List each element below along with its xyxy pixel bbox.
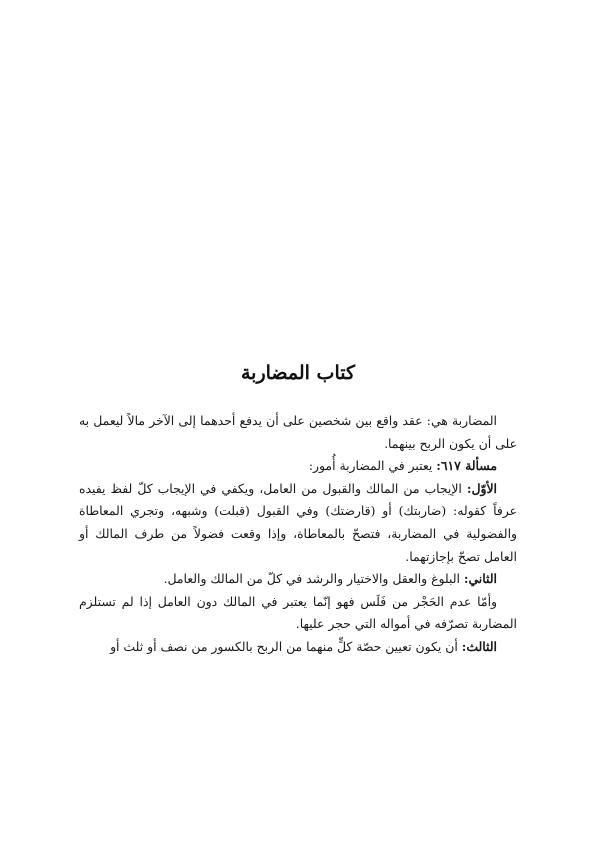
paragraph-second xyxy=(79,568,517,591)
paragraph-issue xyxy=(79,455,517,478)
second-text: البلوغ والعقل والاختيار والرشد في كلّ من المالك والعامل. xyxy=(163,571,464,587)
paragraph-first xyxy=(79,478,517,568)
paragraph-bankruptcy: وأمّا عدم الحَجْر من فَلَس فهو إنّما يعتبر في المالك دون العامل إذا لم تستلزم المضاربة تصرّفه في أمواله التي حجر عليها. xyxy=(79,593,517,632)
issue-text: يعتبر في المضاربة أُمور: xyxy=(308,458,437,474)
first-text: الإيجاب من المالك والقبول من العامل، ويكفي في الإيجاب كلّ لفظ يفيده عرفاً كقوله: (ضاربتك) أو (قارضتك) وفي القبول (قبلت) وشبهه، وتجري المعاطاة والفضولية في المضاربة، فتصحّ بالمعاطاة، وإذا وقعت فضولاً من طرف المالك أو العامل تصحّ بإجازتهما. xyxy=(79,480,517,564)
third-text: أن يكون تعيين حصّة كلٍّ منهما من الربح بالكسور من نصف أو ثلث أو xyxy=(110,638,462,654)
third-label: الثالث: xyxy=(461,638,497,654)
chapter-title: كتاب المضاربة xyxy=(240,362,356,384)
second-label: الثاني: xyxy=(463,571,497,587)
paragraph-third xyxy=(79,636,517,659)
first-label: الأوّل: xyxy=(466,480,497,496)
paragraph-definition: المضاربة هي: عقد واقع بين شخصين على أن يدفع أحدهما إلى الآخر مالاً ليعمل به على أن يكون الربح بينهما. xyxy=(79,413,517,451)
document-body xyxy=(79,410,517,659)
issue-label: مسألة ٦١٧: xyxy=(436,458,497,474)
